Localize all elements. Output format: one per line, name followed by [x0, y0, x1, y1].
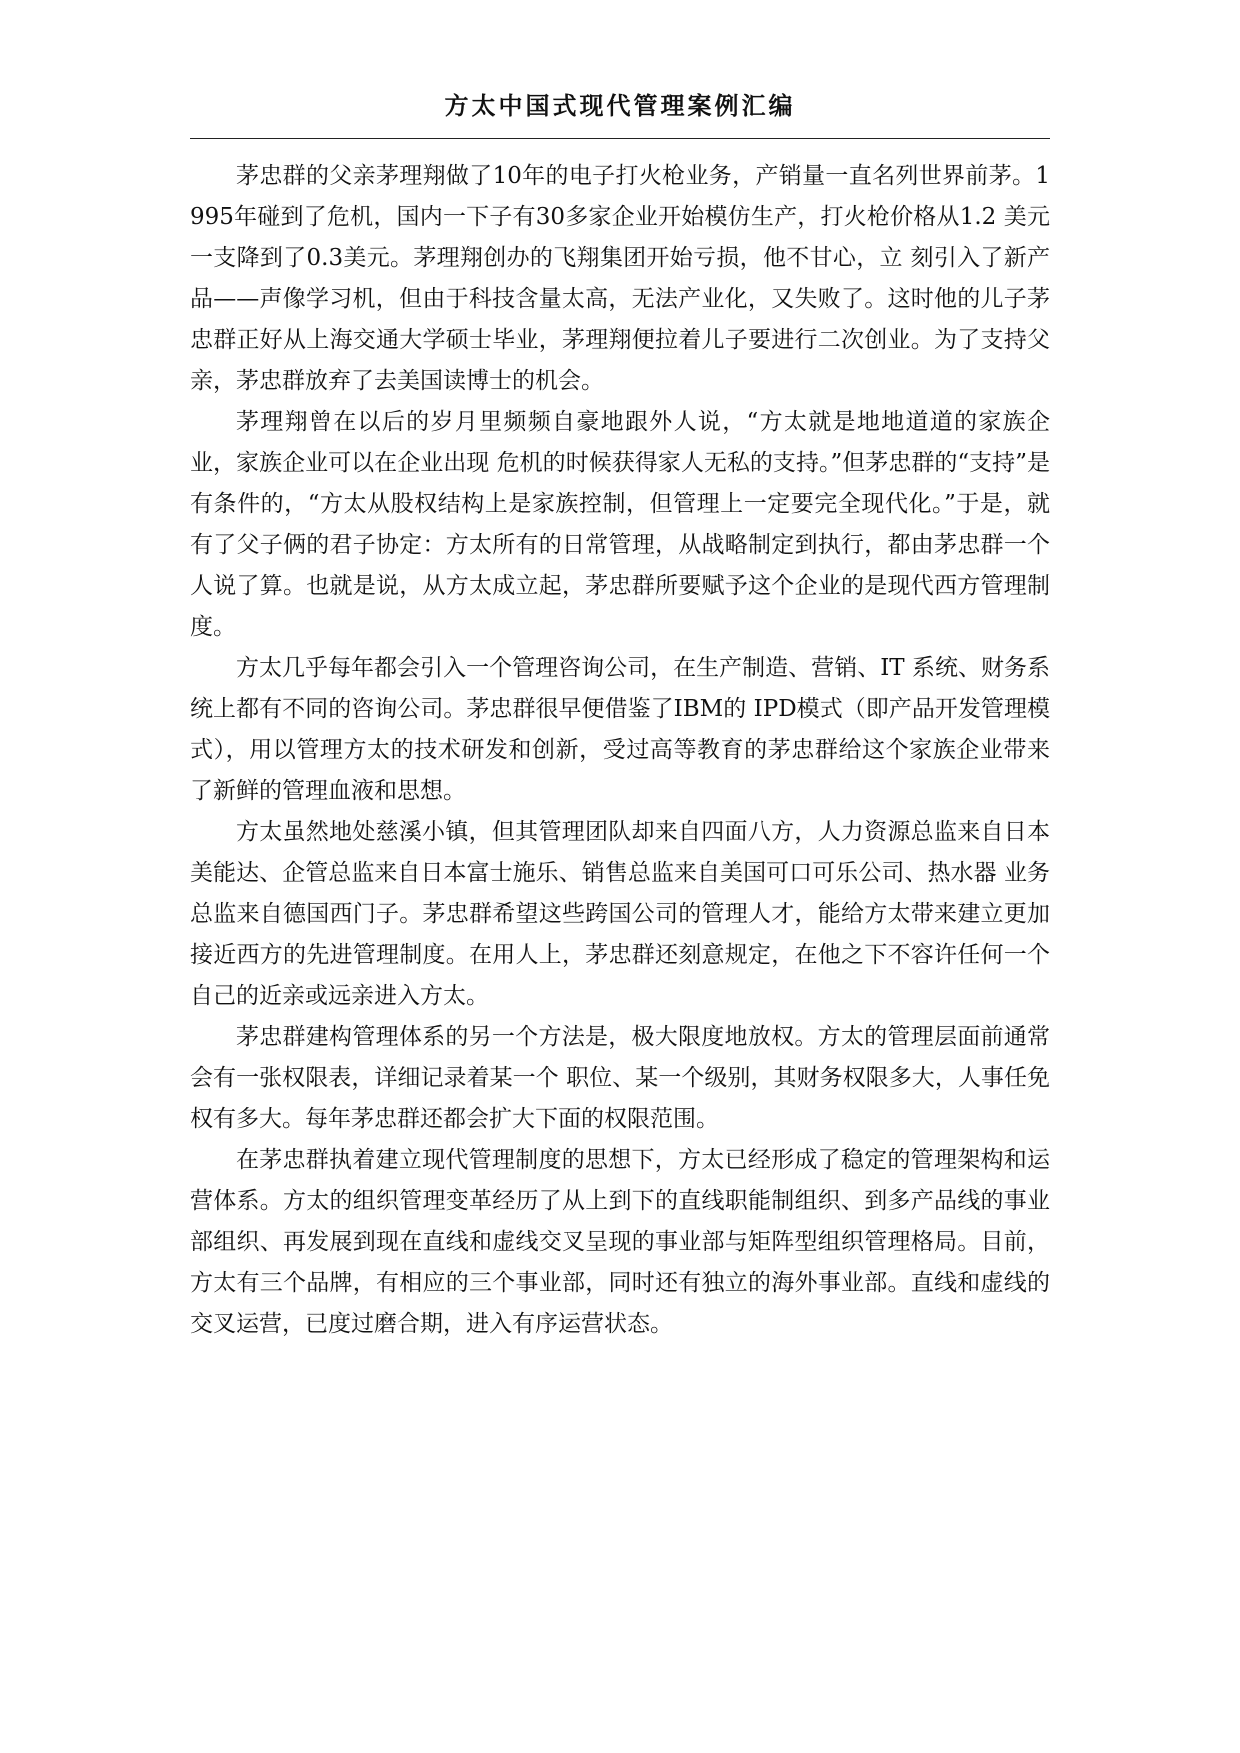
page-header-title: 方太中国式现代管理案例汇编: [444, 91, 796, 120]
paragraph-6: 在茅忠群执着建立现代管理制度的思想下，方太已经形成了稳定的管理架构和运营体系。方太的组织管理变革经历了从上到下的直线职能制组织、到多产品线的事业部组织、再发展到现在直线和虚线交叉呈现的事业部与矩阵型组织管理格局。目前，方太有三个品牌，有相应的三个事业部，同时还有独立的海外事业部。直线和虚线的交叉运营，已度过磨合期，进入有序运营状态。: [190, 1147, 1050, 1337]
paragraph-4: 方太虽然地处慈溪小镇，但其管理团队却来自四面八方，人力资源总监来自日本美能达、企管总监来自日本富士施乐、销售总监来自美国可口可乐公司、热水器 业务总监来自德国西门子。茅忠群希望这些跨国公司的管理人才，能给方太带来建立更加接近西方的先进管理制度。在用人上，茅忠群还刻意规定，在他之下不容许任何一个自己的近亲或远亲进入方太。: [190, 819, 1050, 1009]
paragraph-1: 茅忠群的父亲茅理翔做了10年的电子打火枪业务，产销量一直名列世界前茅。1995年碰到了危机，国内一下子有30多家企业开始模仿生产，打火枪价格从1.2 美元一支降到了0.3美元。茅理翔创办的飞翔集团开始亏损，他不甘心，立 刻引入了新产品——声像学习机，但由于科技含量太高，无法产业化，又失败了。这时他的儿子茅忠群正好从上海交通大学硕士毕业，茅理翔便拉着儿子要进行二次创业。为了支持父亲，茅忠群放弃了去美国读博士的机会。: [190, 163, 1050, 394]
paragraph-3: 方太几乎每年都会引入一个管理咨询公司，在生产制造、营销、IT 系统、财务系统上都有不同的咨询公司。茅忠群很早便借鉴了IBM的 IPD模式（即产品开发管理模式），用以管理方太的技术研发和创新，受过高等教育的茅忠群给这个家族企业带来了新鲜的管理血液和思想。: [190, 655, 1050, 804]
header-divider: [190, 138, 1050, 139]
document-body: [190, 156, 1050, 1345]
paragraph-2: 茅理翔曾在以后的岁月里频频自豪地跟外人说，“方太就是地地道道的家族企业，家族企业可以在企业出现 危机的时候获得家人无私的支持。”但茅忠群的“支持”是有条件的，“方太从股权结构上是家族控制，但管理上一定要完全现代化。”于是，就有了父子俩的君子协定：方太所有的日常管理，从战略制定到执行，都由茅忠群一个人说了算。也就是说，从方太成立起，茅忠群所要赋予这个企业的是现代西方管理制度。: [190, 409, 1050, 640]
paragraph-5: 茅忠群建构管理体系的另一个方法是，极大限度地放权。方太的管理层面前通常会有一张权限表，详细记录着某一个 职位、某一个级别，其财务权限多大，人事任免权有多大。每年茅忠群还都会扩大下面的权限范围。: [190, 1024, 1050, 1132]
